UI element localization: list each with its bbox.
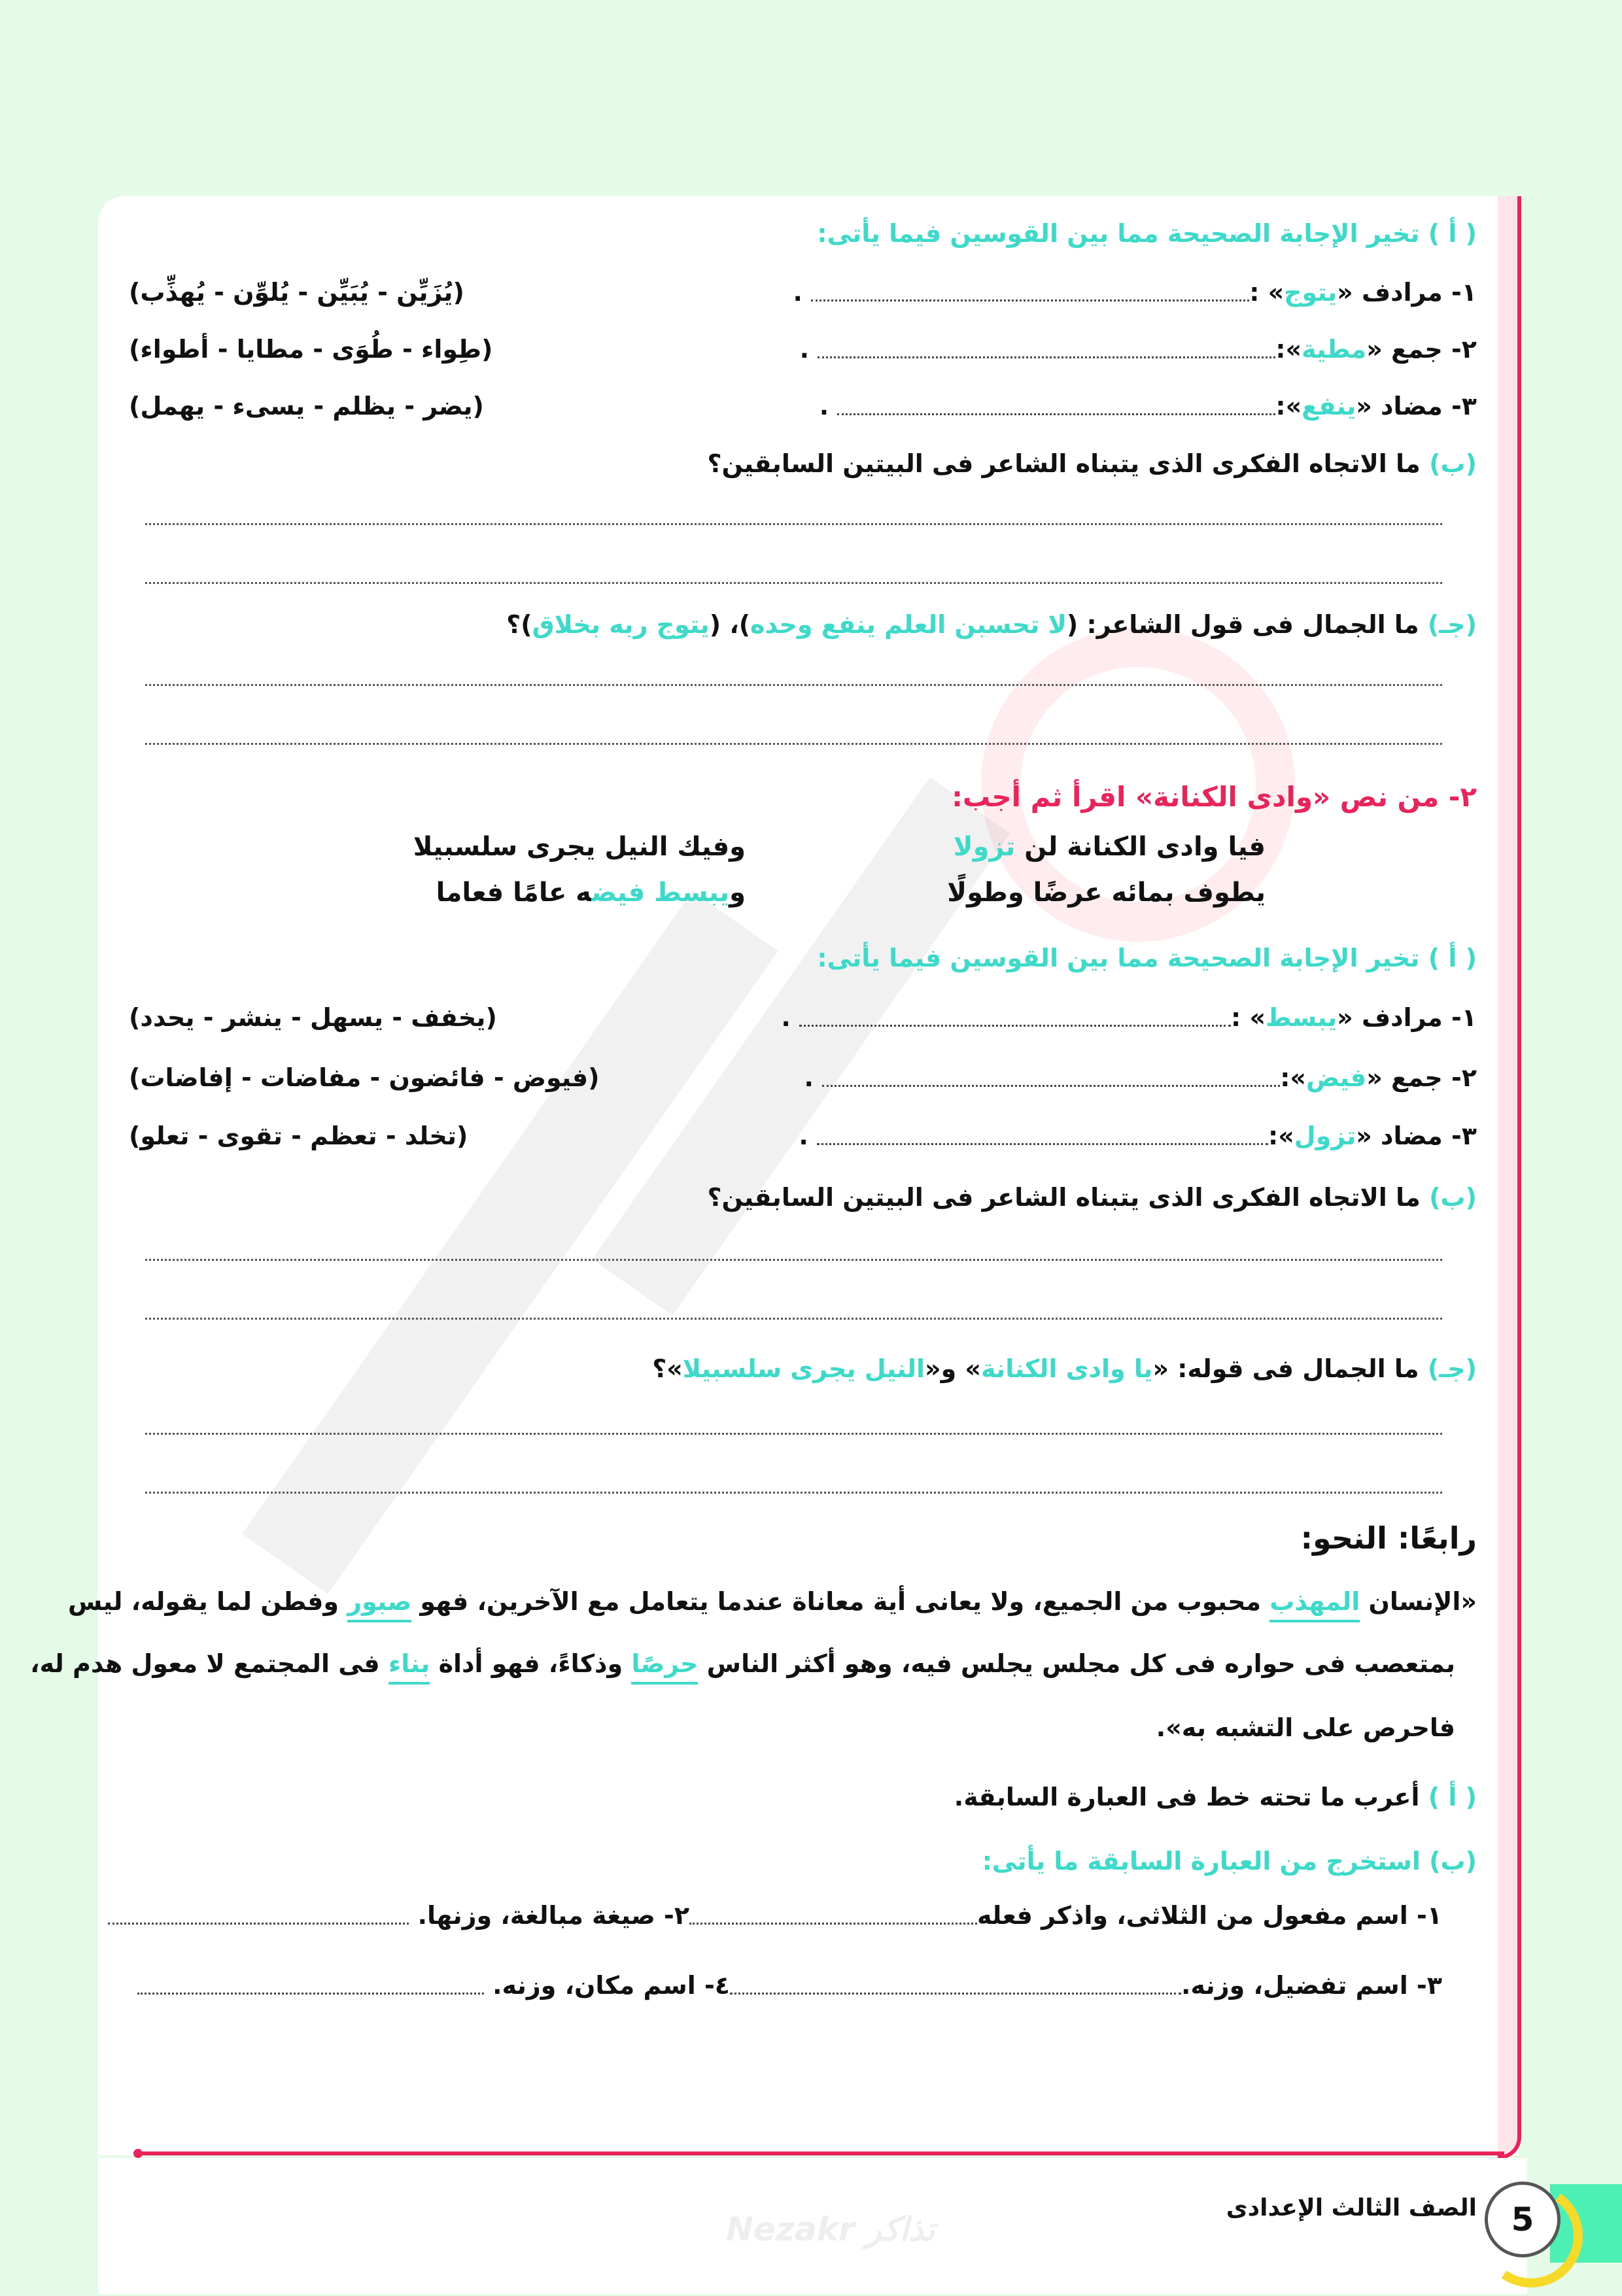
s1-item-2: ٢- جمع «مطية»: .: [799, 335, 1477, 364]
s1-options-1: (يُزَيِّن - يُبَيِّن - يُلوِّن - يُهذِّب): [129, 278, 464, 307]
s2-item-1: ١- مرادف «يبسط» : .: [781, 1003, 1477, 1032]
extract-items-1-2: ١- اسم مفعول من الثلاثى، واذكر فعله٢- صيغة مبالغة، وزنها.: [108, 1899, 1442, 1932]
answer-line[interactable]: [145, 1492, 1442, 1494]
answer-line[interactable]: [145, 743, 1442, 745]
paragraph-line-2: بمتعصب فى حواره فى كل مجلس يجلس فيه، وهو أكثر الناس حرصًا وذكاءً، فهو أداة بناء فى المجتمع لا معول هدم له،: [129, 1649, 1455, 1678]
grammar-title: رابعًا: النحو:: [1300, 1520, 1477, 1556]
answer-line[interactable]: [145, 1259, 1442, 1261]
s2-a-heading: ( أ ) تخير الإجابة الصحيحة مما بين القوسين فيما يأتى:: [817, 944, 1477, 972]
s2-b-question: (ب) ما الاتجاه الفكرى الذى يتبناه الشاعر فى البيتين السابقين؟: [707, 1183, 1477, 1212]
paragraph-line-1: «الإنسان المهذب محبوب من الجميع، ولا يعانى أية معاناة عندما يتعامل مع الآخرين، فهو صبور وفطن لما يقوله، ليس: [129, 1587, 1477, 1616]
page-number: 5: [1485, 2182, 1561, 2257]
grade-label: الصف الثالث الإعدادى: [1226, 2195, 1477, 2221]
s2-options-2: (فيوض - فائضون - مفاضات - إفاضات): [129, 1063, 600, 1092]
s2-item-3: ٣- مضاد «تزول»: .: [799, 1122, 1477, 1150]
answer-line[interactable]: [145, 684, 1442, 686]
page-border-right: [1498, 196, 1521, 2159]
s1-item-3: ٣- مضاد «ينفع»: .: [819, 392, 1477, 420]
s1-j-question: (جـ) ما الجمال فى قول الشاعر: (لا تحسبن العلم ينفع وحده)، (يتوج ربه بخلاق)؟: [506, 610, 1477, 639]
page-border-bottom: [137, 2151, 1504, 2155]
answer-line[interactable]: [145, 582, 1442, 584]
s1-item-1: ١- مرادف «يتوج» : .: [793, 278, 1477, 307]
verse-1-left: وفيك النيل يجرى سلسبيلا: [413, 832, 746, 862]
answer-line[interactable]: [145, 523, 1442, 525]
border-dot: [133, 2149, 143, 2158]
verse-1-right: فيا وادى الكنانة لن تزولا: [953, 832, 1266, 862]
s2-j-question: (جـ) ما الجمال فى قوله: «يا وادى الكنانة» و«النيل يجرى سلسبيلا»؟: [652, 1354, 1477, 1383]
extract-items-3-4: ٣- اسم تفضيل، وزنه.٤- اسم مكان، وزنه.: [137, 1969, 1442, 2002]
answer-line[interactable]: [145, 1318, 1442, 1320]
s1-a-heading: ( أ ) تخير الإجابة الصحيحة مما بين القوسين فيما يأتى:: [817, 219, 1477, 248]
verse-2-right: يطوف بمائه عرضًا وطولًا: [947, 878, 1266, 908]
paragraph-line-3: فاحرص على التشبه به».: [1156, 1713, 1455, 1742]
s1-b-question: (ب) ما الاتجاه الفكرى الذى يتبناه الشاعر فى البيتين السابقين؟: [707, 449, 1477, 478]
verse-2-left: ويبسط فيضه عامًا فعاما: [436, 878, 746, 908]
logo-watermark: Nezakr تذاكر: [726, 2210, 935, 2248]
s2-options-3: (تخلد - تعظم - تقوى - تعلو): [129, 1122, 468, 1150]
s2-options-1: (يخفف - يسهل - ينشر - يحدد): [129, 1003, 497, 1032]
grammar-a-question: ( أ ) أعرب ما تحته خط فى العبارة السابقة.: [954, 1783, 1477, 1811]
grammar-b-heading: (ب) استخرج من العبارة السابقة ما يأتى:: [982, 1847, 1477, 1876]
s2-title: ٢- من نص «وادى الكنانة» اقرأ ثم أجب:: [952, 781, 1477, 813]
s2-item-2: ٢- جمع «فيض»: .: [804, 1063, 1477, 1092]
s1-options-2: (طِواء - طُوَى - مطايا - أطواء): [129, 335, 493, 364]
s1-options-3: (يضر - يظلم - يسىء - يهمل): [129, 392, 484, 420]
answer-line[interactable]: [145, 1433, 1442, 1435]
